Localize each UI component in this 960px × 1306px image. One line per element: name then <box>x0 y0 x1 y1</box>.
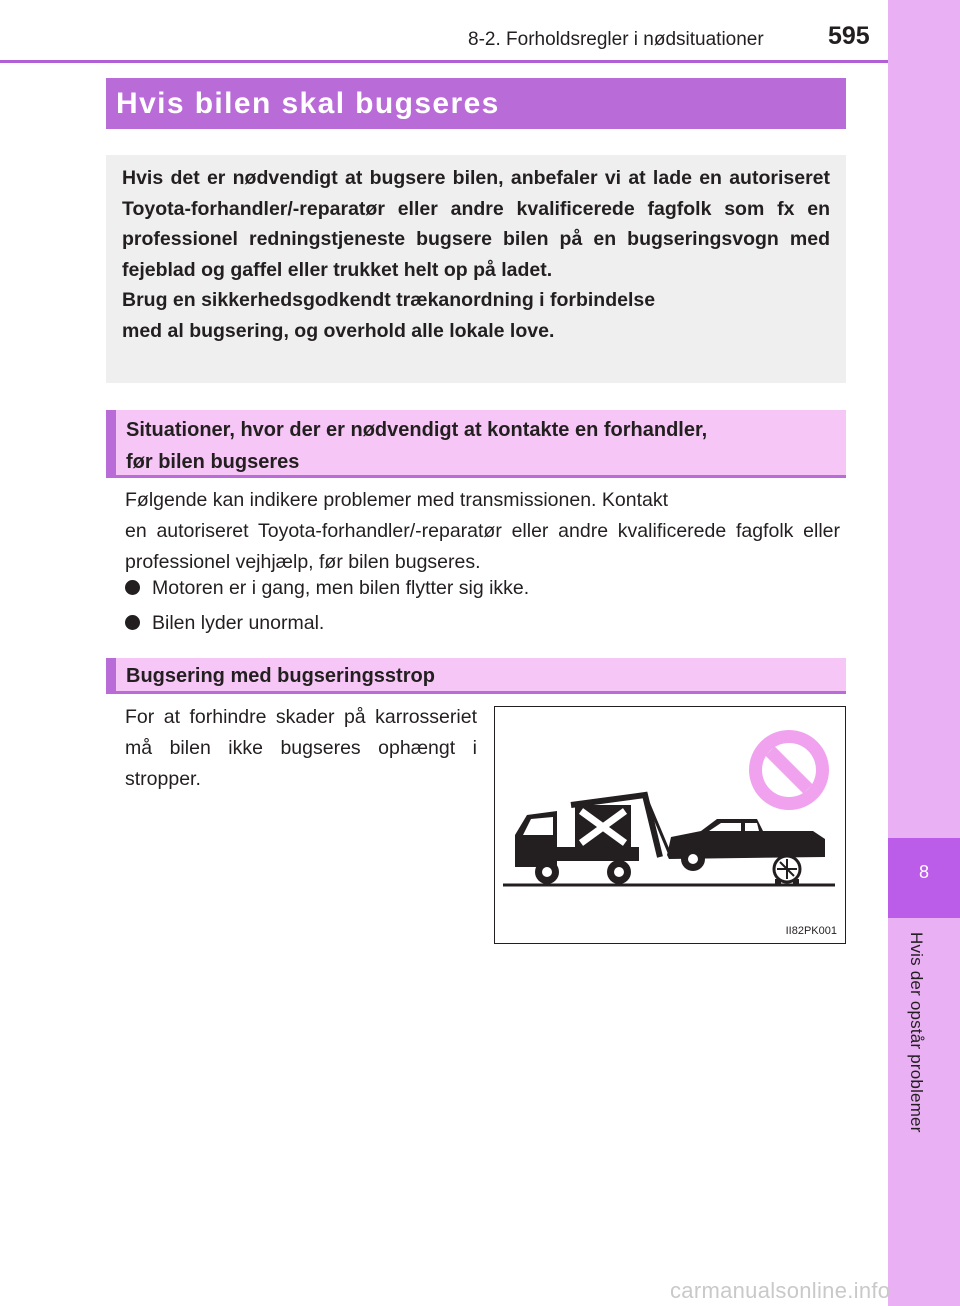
section-strap-text: For at forhindre skader på karrosseriet må bilen ikke bugseres ophængt i stropper. <box>125 706 477 790</box>
intro-note-line-2: med al bugsering, og overhold alle lokale love. <box>122 319 555 342</box>
section-heading-line-1: Situationer, hvor der er nødvendigt at kontakte en forhandler, <box>126 419 708 441</box>
bullet-text: Bilen lyder unormal. <box>152 612 325 634</box>
intro-box <box>106 155 846 383</box>
chapter-title: Hvis der opstår problemer <box>907 932 926 1133</box>
chapter-number: 8 <box>918 862 929 882</box>
bullet-item <box>125 577 529 600</box>
section-heading-dealer <box>106 410 846 478</box>
bullet-text: Motoren er i gang, men bilen flytter sig ikke. <box>152 577 530 599</box>
tow-truck-prohibited-icon <box>495 707 847 945</box>
section-heading-line-2: før bilen bugseres <box>126 451 300 473</box>
bullet-dot-icon <box>125 615 140 630</box>
dealer-text-line-1: Følgende kan indikere problemer med transmissionen. Kontakt <box>125 489 669 511</box>
section-dealer-text <box>125 485 840 578</box>
bullet-item <box>125 612 324 635</box>
tow-strap-illustration <box>494 706 846 944</box>
bullet-dot-icon <box>125 580 140 595</box>
section-header: 8-2. Forholdsregler i nødsituationer <box>468 29 764 50</box>
page-title: Hvis bilen skal bugseres <box>106 78 846 129</box>
intro-note-line-1: Brug en sikkerhedsgodkendt trækanordning i forbindelse <box>122 289 656 312</box>
watermark: carmanualsonline.info <box>670 1278 891 1303</box>
dealer-text-rest: en autoriseret Toyota-forhandler/-reparatør eller andre kvalificerede fagfolk eller professionel vejhjælp, før bilen bugseres. <box>125 520 840 573</box>
figure-code: II82PK001 <box>785 925 837 937</box>
header-divider <box>0 60 888 63</box>
section-heading-strap: Bugsering med bugseringsstrop <box>106 658 846 694</box>
page-number: 595 <box>828 22 870 50</box>
intro-paragraph: Hvis det er nødvendigt at bugsere bilen, anbefaler vi at lade en autoriseret Toyota-forhandler/-reparatør eller andre kvalificerede fagfolk som fx en professionel redningstjeneste bugsere bilen på en bugseringsvogn med fejeblad og gaffel eller trukket helt op på ladet. <box>122 167 830 281</box>
